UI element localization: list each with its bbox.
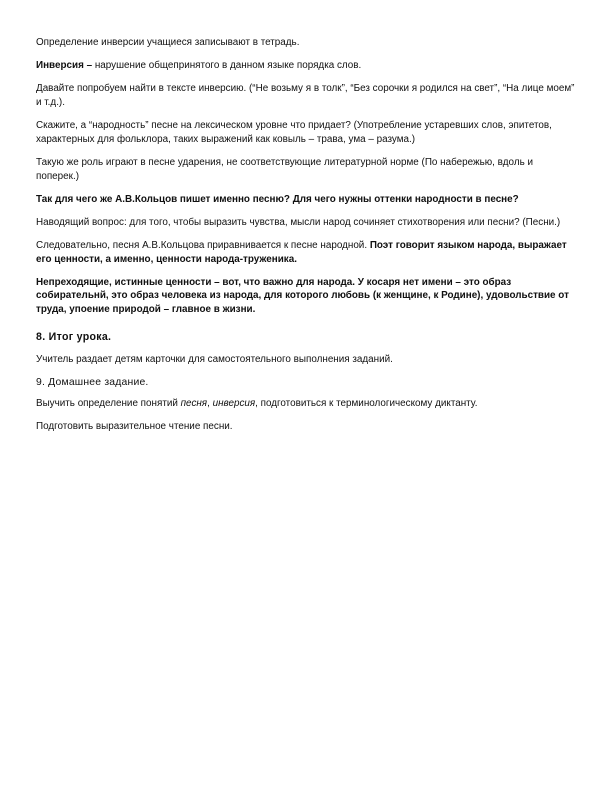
term-inversion: Инверсия – — [36, 60, 93, 72]
document-page — [36, 36, 578, 444]
homework-separator: , — [207, 398, 213, 410]
paragraph-narodnost-question: Скажите, а “народность” песне на лексическом уровне что придает? (Употребление устаревших слов, эпитетов, характерных для фольклора, таких выражений как ковыль – трава, ума – разума.) — [36, 120, 552, 145]
paragraph-conclusion — [36, 239, 578, 266]
paragraph-values: Непреходящие, истинные ценности – вот, что важно для народа. У косаря нет имени – это образ собирательнй, это образ человека из народа, для которого любовь (к женщине, к Родине), удовольствие от труда, упоение природой – главное в жизни. — [36, 276, 569, 316]
conclusion-bold: Поэт говорит языком народа, выражает его ценности, а именно, ценности народа-труженика. — [36, 240, 567, 265]
conclusion-normal: Следовательно, песня А.В.Кольцова приравнивается к песне народной. — [36, 240, 370, 252]
definition-text: нарушение общепринятого в данном языке порядка слов. — [92, 60, 362, 72]
homework-term-song: песня — [180, 398, 208, 410]
paragraph-inversion-intro: Определение инверсии учащиеся записывают в тетрадь. — [36, 37, 300, 48]
paragraph-inversion-definition — [36, 59, 578, 73]
paragraph-stress-role: Такую же роль играют в песне ударения, не соответствующие литературной норме (По набережью, вдоль и поперек.) — [36, 156, 533, 182]
paragraph-find-inversion: Давайте попробуем найти в тексте инверсию. (“Не возьму я в толк”, “Без сорочки я родился на свет”, “На лице моем” и т.д.). — [36, 83, 575, 108]
homework-text-after: , подготовиться к терминологическому диктанту. — [255, 398, 478, 410]
homework-text-before: Выучить определение понятий — [36, 398, 181, 410]
heading-homework: 9. Домашнее задание. — [36, 377, 149, 389]
homework-term-inversion: инверсия — [212, 398, 256, 410]
paragraph-homework-reading: Подготовить выразительное чтение песни. — [36, 421, 233, 433]
paragraph-homework-definitions — [36, 397, 578, 411]
paragraph-leading-question: Наводящий вопрос: для того, чтобы выразить чувства, мысли народ сочиняет стихотворения или песни? (Песни.) — [36, 216, 561, 228]
paragraph-cards: Учитель раздает детям карточки для самостоятельного выполнения заданий. — [36, 353, 393, 365]
heading-lesson-summary: 8. Итог урока. — [36, 330, 112, 343]
paragraph-key-question: Так для чего же А.В.Кольцов пишет именно песню? Для чего нужны оттенки народности в песне? — [36, 193, 519, 205]
